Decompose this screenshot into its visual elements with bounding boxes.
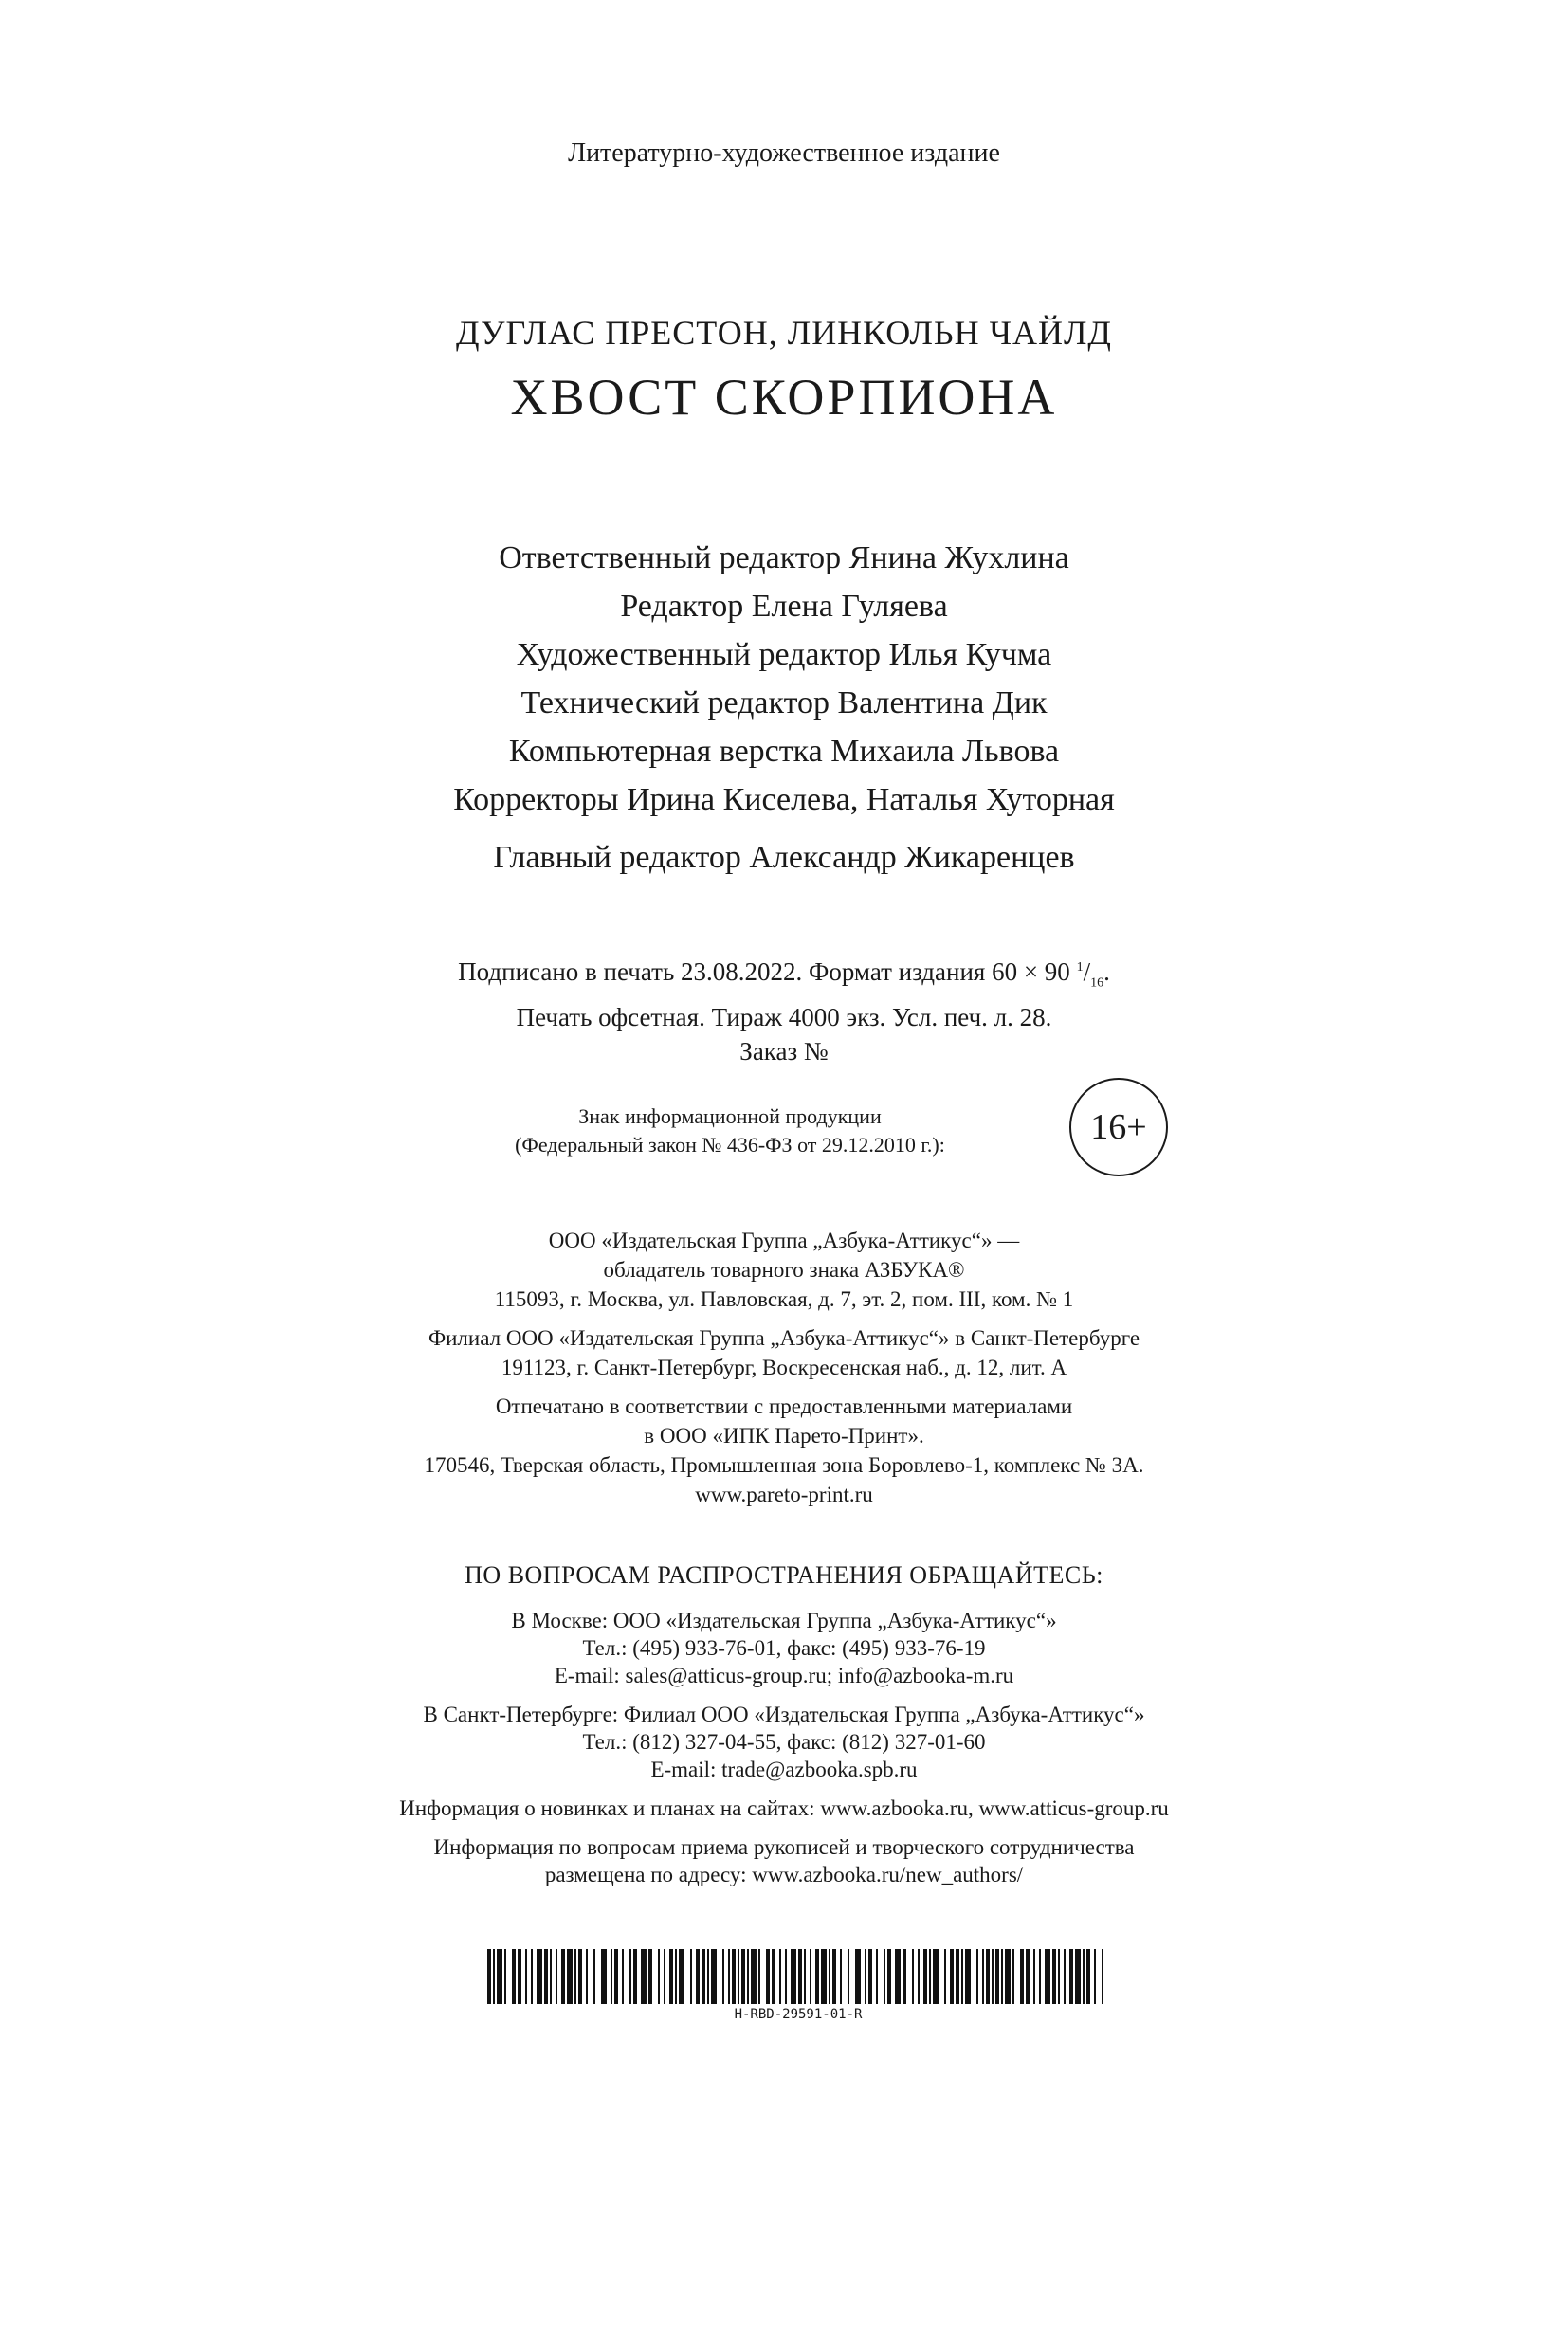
- publisher-line: ООО «Издательская Группа „Азбука-Аттикус“» —: [548, 1229, 1020, 1252]
- print-line-3: Заказ №: [739, 1037, 829, 1066]
- book-authors: ДУГЛАС ПРЕСТОН, ЛИНКОЛЬН ЧАЙЛД: [456, 314, 1112, 352]
- age-rating-label: Знак информационной продукции (Федеральный закон № 436-ФЗ от 29.12.2010 г.):: [515, 1104, 945, 1157]
- barcode-bar: [741, 1949, 745, 2004]
- barcode-bar: [664, 1949, 665, 2004]
- barcode-bar: [804, 1949, 806, 2004]
- branch-line: Филиал ООО «Издательская Группа „Азбука-Аттикус“» в Санкт-Петербурге: [428, 1326, 1140, 1350]
- printer-line: Отпечатано в соответствии с предоставленными материалами: [495, 1394, 1073, 1418]
- chief-editor: Главный редактор Александр Жикаренцев: [493, 840, 1075, 875]
- barcode-bar: [518, 1949, 521, 2004]
- barcode-bar: [810, 1949, 811, 2004]
- barcode-bar: [918, 1949, 920, 2004]
- barcode-bar: [1075, 1949, 1081, 2004]
- distribution-contacts: [0, 1607, 1568, 1888]
- barcode-bar: [1012, 1949, 1014, 2004]
- barcode-bar: [722, 1949, 724, 2004]
- barcode-bar: [561, 1949, 565, 2004]
- barcode-bar: [1020, 1949, 1024, 2004]
- barcode-graphic: [487, 1949, 1109, 2004]
- barcode-bar: [614, 1949, 618, 2004]
- barcode-bar: [903, 1949, 906, 2004]
- credit-line: Редактор Елена Гуляева: [620, 589, 948, 624]
- age-rating-badge: 16+: [1069, 1078, 1168, 1176]
- barcode-bar: [876, 1949, 878, 2004]
- credit-line: Технический редактор Валентина Дик: [520, 685, 1048, 720]
- barcode-bar: [992, 1949, 994, 2004]
- barcode-bar: [865, 1949, 866, 2004]
- barcode-bar: [512, 1949, 516, 2004]
- printer-line: в ООО «ИПК Парето-Принт».: [644, 1424, 924, 1448]
- barcode-bar: [912, 1949, 914, 2004]
- barcode-bar: [766, 1949, 770, 2004]
- spb-email: E-mail: trade@azbooka.spb.ru: [650, 1758, 918, 1781]
- barcode-bar: [1001, 1949, 1003, 2004]
- barcode-bar: [525, 1949, 527, 2004]
- barcode-bar: [895, 1949, 901, 2004]
- barcode-bar: [848, 1949, 849, 2004]
- barcode-bar: [1069, 1949, 1073, 2004]
- barcode-bar: [950, 1949, 954, 2004]
- barcode-bar: [629, 1949, 631, 2004]
- barcode-bar: [791, 1949, 796, 2004]
- barcode-bar: [986, 1949, 990, 2004]
- barcode-bar: [965, 1949, 971, 2004]
- barcode-bar: [675, 1949, 677, 2004]
- barcode-bar: [593, 1949, 595, 2004]
- barcode-bar: [933, 1949, 939, 2004]
- barcode-bar: [923, 1949, 927, 2004]
- publication-type: Литературно-художественное издание: [568, 138, 1000, 168]
- barcode-bar: [690, 1949, 692, 2004]
- credit-line: Корректоры Ирина Киселева, Наталья Хуторная: [453, 782, 1115, 817]
- barcode-text: H-RBD-29591-01-R: [734, 2007, 863, 2022]
- barcode-bar: [747, 1949, 749, 2004]
- barcode-bar: [574, 1949, 576, 2004]
- barcode-bar: [772, 1949, 775, 2004]
- barcode-bar: [497, 1949, 502, 2004]
- barcode-bar: [785, 1949, 787, 2004]
- barcode-bar: [679, 1949, 684, 2004]
- barcode-bar: [855, 1949, 861, 2004]
- printer-website: www.pareto-print.ru: [695, 1483, 873, 1506]
- barcode-bar: [669, 1949, 673, 2004]
- barcode-bar: [544, 1949, 548, 2004]
- print-format: Подписано в печать 23.08.2022. Формат издания 60 × 90: [458, 957, 1070, 986]
- barcode-bar: [1039, 1949, 1041, 2004]
- barcode-bar: [648, 1949, 652, 2004]
- barcode-bar: [976, 1949, 978, 2004]
- barcode-bar: [840, 1949, 842, 2004]
- distribution-heading: ПО ВОПРОСАМ РАСПРОСТРАНЕНИЯ ОБРАЩАЙТЕСЬ:: [465, 1561, 1103, 1589]
- barcode-bar: [1045, 1949, 1050, 2004]
- print-line-2: Печать офсетная. Тираж 4000 экз. Усл. печ. л. 28.: [516, 1003, 1052, 1032]
- barcode-bar: [1083, 1949, 1085, 2004]
- credit-line: Компьютерная верстка Михаила Львова: [508, 734, 1060, 769]
- barcode-bar: [707, 1949, 709, 2004]
- barcode-bar: [961, 1949, 963, 2004]
- barcode-bar: [1094, 1949, 1096, 2004]
- barcode-bar: [1064, 1949, 1066, 2004]
- barcode-bar: [956, 1949, 959, 2004]
- barcode-bar: [537, 1949, 542, 2004]
- spb-line: Тел.: (812) 327-04-55, факс: (812) 327-01-60: [582, 1730, 986, 1754]
- barcode-bar: [982, 1949, 984, 2004]
- branch-line: 191123, г. Санкт-Петербург, Воскресенская наб., д. 12, лит. А: [501, 1356, 1067, 1379]
- barcode-bar: [1052, 1949, 1056, 2004]
- format-fraction-den: 16: [1090, 975, 1104, 991]
- print-info: [0, 951, 1568, 1068]
- barcode-bar: [944, 1949, 946, 2004]
- barcode-bar: [641, 1949, 647, 2004]
- moscow-email: E-mail: sales@atticus-group.ru; info@azbooka-m.ru: [554, 1664, 1014, 1687]
- barcode-bar: [1086, 1949, 1090, 2004]
- credit-line: Ответственный редактор Янина Жухлина: [499, 540, 1069, 575]
- barcode-bar: [829, 1949, 830, 2004]
- barcode-bar: [884, 1949, 885, 2004]
- barcode-bar: [832, 1949, 836, 2004]
- barcode-bar: [1026, 1949, 1030, 2004]
- barcode-bar: [633, 1949, 637, 2004]
- moscow-line: Тел.: (495) 933-76-01, факс: (495) 933-76-19: [582, 1636, 986, 1660]
- barcode-bar: [622, 1949, 624, 2004]
- barcode-bar: [586, 1949, 588, 2004]
- barcode-bar: [868, 1949, 872, 2004]
- barcode-bar: [1102, 1949, 1103, 2004]
- barcode-bar: [504, 1949, 506, 2004]
- print-line-1: Подписано в печать 23.08.2022. Формат издания 60 × 90 $^1/_{16}$.: [458, 957, 1110, 991]
- barcode-bar: [696, 1949, 700, 2004]
- publisher-line: 115093, г. Москва, ул. Павловская, д. 7, эт. 2, пом. III, ком. № 1: [494, 1287, 1074, 1311]
- news-info: Информация о новинках и планах на сайтах: www.azbooka.ru, www.atticus-group.ru: [399, 1796, 1169, 1820]
- credits-block: [0, 534, 1568, 882]
- credit-line: Художественный редактор Илья Кучма: [516, 637, 1052, 672]
- barcode-bar: [487, 1949, 491, 2004]
- barcode-bar: [1005, 1949, 1011, 2004]
- barcode-bar: [556, 1949, 557, 2004]
- barcode-bar: [887, 1949, 891, 2004]
- barcode-bar: [1033, 1949, 1035, 2004]
- barcode-bar: [728, 1949, 730, 2004]
- barcode-bar: [601, 1949, 607, 2004]
- barcode-bar: [751, 1949, 757, 2004]
- barcode-bar: [929, 1949, 931, 2004]
- barcode-bar: [550, 1949, 552, 2004]
- book-title: ХВОСТ СКОРПИОНА: [510, 369, 1058, 426]
- publisher-info: [0, 1226, 1568, 1509]
- printer-line: 170546, Тверская область, Промышленная зона Боровлево-1, комплекс № 3А.: [424, 1453, 1144, 1477]
- barcode-bar: [711, 1949, 717, 2004]
- moscow-line: В Москве: ООО «Издательская Группа „Азбука-Аттикус“»: [511, 1609, 1057, 1632]
- barcode-bar: [702, 1949, 705, 2004]
- spb-line: В Санкт-Петербурге: Филиал ООО «Издательская Группа „Азбука-Аттикус“»: [423, 1703, 1145, 1726]
- barcode-bar: [611, 1949, 612, 2004]
- barcode-bar: [578, 1949, 582, 2004]
- barcode-bar: [821, 1949, 827, 2004]
- barcode-bar: [995, 1949, 999, 2004]
- barcode-bar: [779, 1949, 781, 2004]
- manuscripts-line: размещена по адресу: www.azbooka.ru/new_authors/: [544, 1863, 1024, 1886]
- barcode-bar: [658, 1949, 660, 2004]
- barcode-bar: [567, 1949, 573, 2004]
- barcode-bar: [798, 1949, 802, 2004]
- manuscripts-line: Информация по вопросам приема рукописей и творческого сотрудничества: [433, 1835, 1135, 1859]
- barcode-bar: [758, 1949, 760, 2004]
- format-fraction-num: 1: [1076, 960, 1084, 975]
- barcode-bar: [531, 1949, 533, 2004]
- barcode-bar: [815, 1949, 819, 2004]
- barcode-bar: [732, 1949, 736, 2004]
- barcode-bar: [738, 1949, 739, 2004]
- publisher-line: обладатель товарного знака АЗБУКА®: [603, 1258, 965, 1282]
- barcode-bar: [493, 1949, 495, 2004]
- barcode-bar: [1058, 1949, 1060, 2004]
